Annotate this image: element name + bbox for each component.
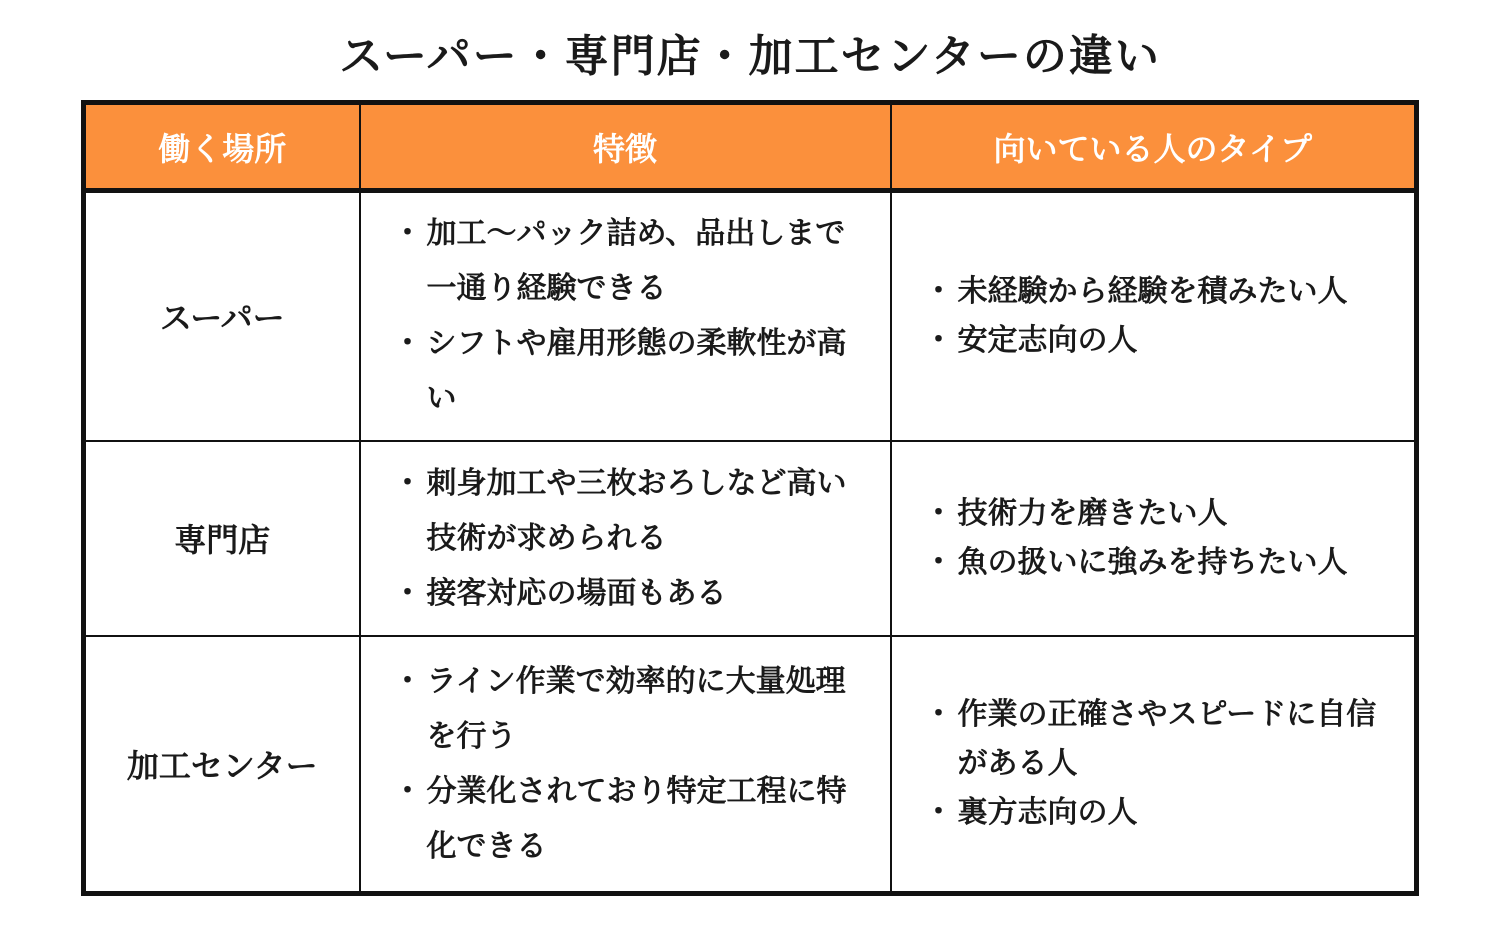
workplace-cell: 専門店 xyxy=(84,441,360,636)
header-workplace: 働く場所 xyxy=(84,103,360,191)
table-row xyxy=(84,441,1417,636)
list-item: ・ 魚の扱いに強みを持ちたい人 xyxy=(958,538,1395,587)
comparison-table xyxy=(81,100,1419,896)
list-item: ・ 刺身加工や三枚おろしなど高い技術が求められる xyxy=(427,456,870,566)
table-row xyxy=(84,191,1417,441)
suited-type-cell xyxy=(891,441,1417,636)
header-suited-type: 向いている人のタイプ xyxy=(891,103,1417,191)
list-item: ・ 技術力を磨きたい人 xyxy=(958,489,1395,538)
list-item: ・ 接客対応の場面もある xyxy=(427,566,870,621)
table-header-row xyxy=(84,103,1417,191)
list-item: ・ 裏方志向の人 xyxy=(958,788,1395,837)
list-item: ・ 加工〜パック詰め、品出しまで一通り経験できる xyxy=(427,206,870,316)
page-title: スーパー・専門店・加工センターの違い xyxy=(339,31,1161,82)
features-list xyxy=(361,456,890,621)
table-row xyxy=(84,636,1417,894)
features-cell xyxy=(360,191,891,441)
workplace-cell: 加工センター xyxy=(84,636,360,894)
features-list xyxy=(361,654,890,874)
list-item: ・ シフトや雇用形態の柔軟性が高い xyxy=(427,316,870,426)
suited-type-list xyxy=(892,267,1415,365)
features-cell xyxy=(360,636,891,894)
suited-type-cell xyxy=(891,191,1417,441)
suited-type-list xyxy=(892,489,1415,587)
features-list xyxy=(361,206,890,426)
list-item: ・ 分業化されており特定工程に特化できる xyxy=(427,764,870,874)
list-item: ・ 作業の正確さやスピードに自信がある人 xyxy=(958,690,1395,788)
features-cell xyxy=(360,441,891,636)
list-item: ・ 安定志向の人 xyxy=(958,316,1395,365)
list-item: ・ ライン作業で効率的に大量処理を行う xyxy=(427,654,870,764)
suited-type-cell xyxy=(891,636,1417,894)
suited-type-list xyxy=(892,690,1415,837)
header-features: 特徴 xyxy=(360,103,891,191)
workplace-cell: スーパー xyxy=(84,191,360,441)
list-item: ・ 未経験から経験を積みたい人 xyxy=(958,267,1395,316)
